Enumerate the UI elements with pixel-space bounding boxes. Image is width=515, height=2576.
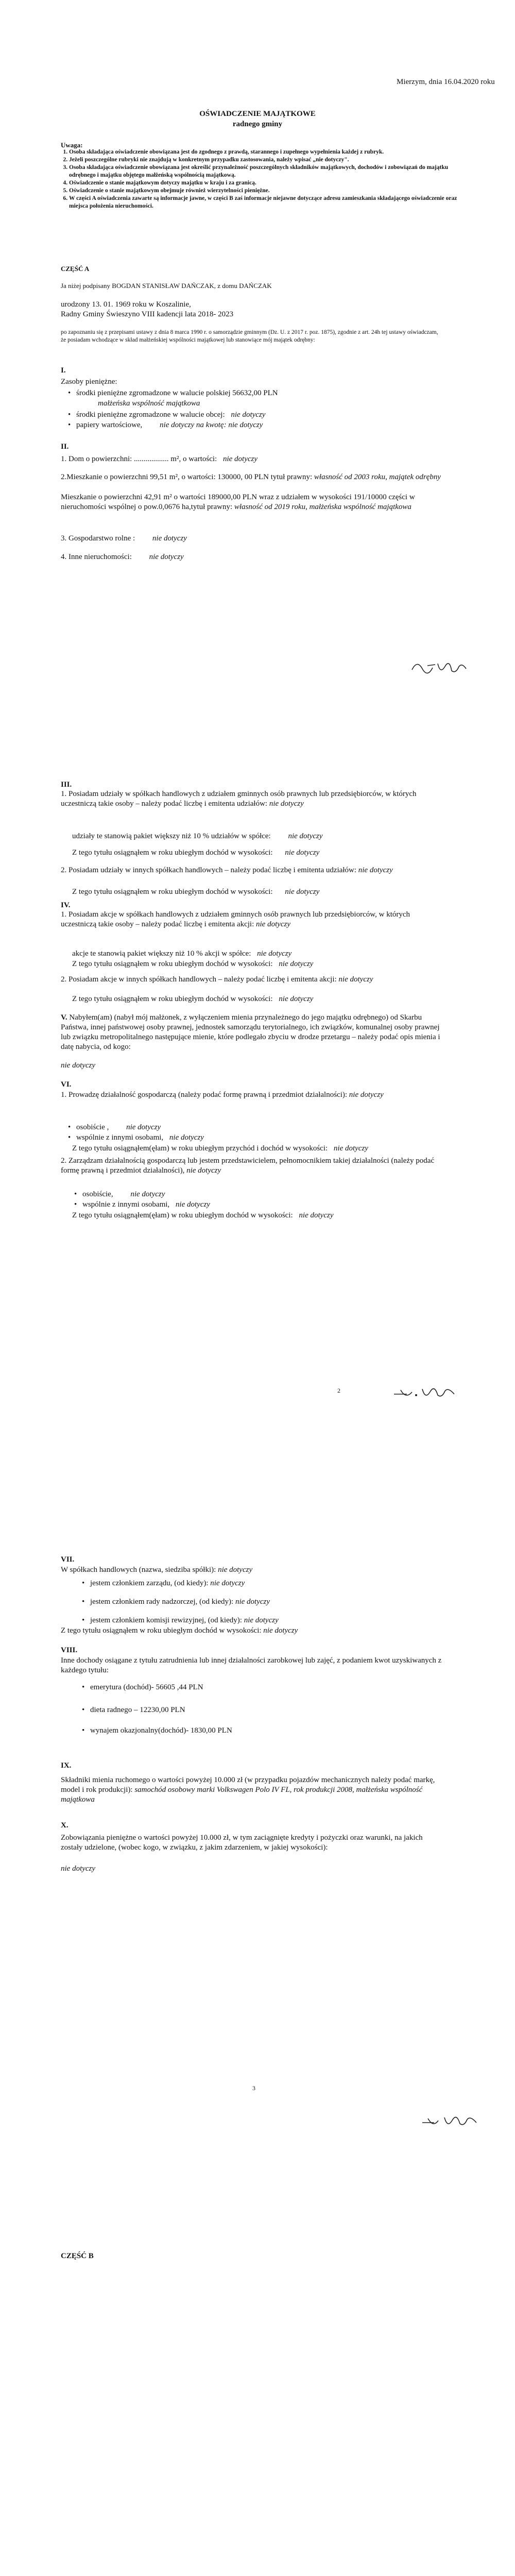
section-v-text: Nabyłem(am) (nabył mój małżonek, z wyłączeniem mienia przynależnego do jego majątku odrębnego) od Skarbu Państwa, innej państwowej osoby prawnej, jednostek samorządu terytorialnego, ich związków, komunalnej osoby prawnej lub związku metropolitalnego następujące mienie, które podlegało zbyciu w drodze przetargu – należy podać opis mienia i datę nabycia, od kogo: bbox=[61, 1013, 440, 1051]
signer-line: Ja niżej podpisany BOGDAN STANISŁAW DAŃCZAK, z domu DAŃCZAK bbox=[61, 282, 272, 290]
iii-pct-label: udziały te stanowią pakiet większy niż 10 % udziałów w spółce: bbox=[72, 832, 271, 840]
ix-text bbox=[61, 1775, 442, 1805]
cash-item bbox=[76, 420, 263, 430]
x-value: nie dotyczy bbox=[61, 1865, 96, 1873]
house-label: 1. Dom o powierzchni: .................. m², o wartości: bbox=[61, 455, 217, 463]
iii-pct-line bbox=[72, 832, 323, 841]
iii-2-income-line bbox=[72, 887, 319, 897]
house-value: nie dotyczy bbox=[222, 455, 258, 463]
iv-2-income-line bbox=[72, 994, 313, 1004]
vi-item-1-value: nie dotyczy bbox=[349, 1091, 384, 1099]
uwagi-list bbox=[61, 148, 460, 210]
vi-item-1-text: Prowadzę działalność gospodarczą (należy podać formę prawną i przedmiot działalności): bbox=[68, 1091, 348, 1099]
other-value: nie dotyczy bbox=[149, 553, 184, 561]
viii-text: Inne dochody osiągane z tytułu zatrudnienia lub innej działalności zarobkowej lub zajęć, z podaniem kwot uzyskiwanych z każdego tytułu: bbox=[61, 1656, 442, 1674]
vii-income-value: nie dotyczy bbox=[263, 1626, 298, 1635]
section-vii-heading: VII. bbox=[61, 1555, 75, 1564]
vii-intro-value: nie dotyczy bbox=[218, 1566, 253, 1574]
vii-item-value: nie dotyczy bbox=[244, 1616, 279, 1624]
vii-item-value: nie dotyczy bbox=[235, 1598, 270, 1606]
cash-label: Zasoby pieniężne: bbox=[61, 378, 117, 386]
vi-1-income-label: Z tego tytułu osiągnąłem(ęłam) w roku ubiegłym przychód i dochód w wysokości: bbox=[72, 1144, 328, 1153]
signature-image bbox=[391, 1379, 464, 1404]
flat-2 bbox=[61, 493, 442, 512]
section-iv-heading: IV. bbox=[61, 901, 71, 909]
vi-2-sub-value: nie dotyczy bbox=[175, 1200, 210, 1209]
section-vi-heading: VI. bbox=[61, 1080, 72, 1089]
iii-income-line bbox=[72, 848, 319, 858]
iii-income-value: nie dotyczy bbox=[285, 849, 320, 857]
iii-item-1-value: nie dotyczy bbox=[269, 800, 304, 808]
iii-2-income-value: nie dotyczy bbox=[285, 888, 320, 896]
iv-item-2-value: nie dotyczy bbox=[338, 975, 373, 984]
page-number: 2 bbox=[337, 1387, 340, 1394]
vi-2-income-value: nie dotyczy bbox=[299, 1211, 334, 1219]
vi-1-sub-label: wspólnie z innymi osobami, bbox=[76, 1133, 164, 1142]
vii-item bbox=[90, 1579, 245, 1588]
page-2 bbox=[0, 728, 515, 1457]
vi-item-2: 2. Zarządzam działalnością gospodarczą lub jestem przedstawicielem, pełnomocnikiem takiej działalności (należy podać formę prawną i przedmiot działalności), nie dotyczy bbox=[61, 1157, 435, 1175]
section-ii-heading: II. bbox=[61, 443, 69, 451]
iv-item-1-text: Posiadam akcje w spółkach handlowych z udziałem gminnych osób prawnych lub przedsiębiorców, w których uczestniczą takie osoby – należy podać liczbę i emitenta akcji: bbox=[61, 910, 410, 928]
vi-1-sub-label: osobiście , bbox=[76, 1123, 109, 1131]
uwaga-item: 4. Oświadczenie o stanie majątkowym dotyczy majątku w kraju i za granicą. bbox=[69, 179, 460, 187]
uwaga-item: 2. Jeżeli poszczególne rubryki nie znajdują w konkretnym przypadku zastosowania, należy wpisać „nie dotyczy". bbox=[69, 156, 460, 164]
vi-1-sub-item bbox=[76, 1133, 204, 1143]
page-1 bbox=[0, 0, 515, 728]
iv-income-label: Z tego tytułu osiągnąłem w roku ubiegłym dochód w wysokości: bbox=[72, 960, 273, 968]
cash-item-note: małżeńska wspólność majątkowa bbox=[98, 399, 200, 408]
vii-income-line bbox=[61, 1626, 298, 1636]
uwaga-label: Uwaga: bbox=[61, 141, 83, 149]
iv-item-2-text: Posiadam akcje w innych spółkach handlowych – należy podać liczbę i emitenta akcji: bbox=[68, 975, 337, 984]
iv-income-line bbox=[72, 959, 313, 969]
farm-line bbox=[61, 534, 187, 544]
vii-item-value: nie dotyczy bbox=[210, 1579, 245, 1587]
vi-1-income-line bbox=[72, 1144, 368, 1154]
document-title: OŚWIADCZENIE MAJĄTKOWE bbox=[199, 110, 316, 118]
flat-1-title: własność od 2003 roku, majątek odrębny bbox=[314, 473, 441, 481]
vii-intro bbox=[61, 1565, 252, 1575]
signature-image bbox=[420, 2107, 482, 2133]
born-line: urodzony 13. 01. 1969 roku w Koszalinie, bbox=[61, 300, 191, 309]
iii-item-2: 2. Posiadam udziały w innych spółkach handlowych – należy podać liczbę i emitenta udziałów: nie dotyczy bbox=[61, 866, 393, 874]
vi-2-sub-label: wspólnie z innymi osobami, bbox=[82, 1200, 170, 1209]
signature-image bbox=[409, 654, 471, 680]
vi-2-sub-value: nie dotyczy bbox=[130, 1190, 165, 1198]
cash-item-value2: nie dotyczy bbox=[228, 421, 263, 429]
part-a-heading: CZĘŚĆ A bbox=[61, 265, 90, 273]
section-iii-heading: III. bbox=[61, 781, 72, 789]
iii-item-1: 1. Posiadam udziały w spółkach handlowych z udziałem gminnych osób prawnych lub przedsiębiorców, w których uczestniczą takie osoby – należy podać liczbę i emitenta udziałów: nie dotyczy bbox=[61, 790, 417, 808]
section-i-heading: I. bbox=[61, 366, 66, 375]
vi-1-sub-value: nie dotyczy bbox=[126, 1123, 161, 1131]
vi-2-sub-item bbox=[82, 1200, 210, 1210]
section-x-heading: X. bbox=[61, 1821, 68, 1829]
vii-intro-label: W spółkach handlowych (nazwa, siedziba spółki): bbox=[61, 1566, 216, 1574]
page-3 bbox=[0, 1457, 515, 2185]
iv-pct-line bbox=[72, 949, 291, 959]
iii-2-income-label: Z tego tytułu osiągnąłem w roku ubiegłym dochód w wysokości: bbox=[72, 888, 273, 896]
iii-income-label: Z tego tytułu osiągnąłem w roku ubiegłym dochód w wysokości: bbox=[72, 849, 273, 857]
other-label: 4. Inne nieruchomości: bbox=[61, 553, 132, 561]
farm-label: 3. Gospodarstwo rolne : bbox=[61, 534, 135, 543]
uwaga-item: 1. Osoba składająca oświadczenie obowiązana jest do zgodnego z prawdą, starannego i zupełnego wypełnienia każdej z rubryk. bbox=[69, 148, 460, 156]
iv-pct-label: akcje te stanowią pakiet większy niż 10 % akcji w spółce: bbox=[72, 950, 251, 958]
section-v-heading: V. bbox=[61, 1013, 67, 1022]
vi-2-income-line bbox=[72, 1211, 333, 1221]
vi-2-income-label: Z tego tytułu osiągnąłem(ęłam) w roku ubiegłym dochód w wysokości: bbox=[72, 1211, 293, 1219]
iv-income-value: nie dotyczy bbox=[279, 960, 314, 968]
x-text: Zobowiązania pieniężne o wartości powyżej 10.000 zł, w tym zaciągnięte kredyty i pożyczki oraz warunki, na jakich zostały udzielone, (wobec kogo, w związku, z jakim zdarzeniem, w jakiej wysokości): bbox=[61, 1834, 423, 1852]
ix-value: samochód osobowy marki Volkswagen Polo IV FL, rok produkcji 2008, małżeńska wspólność majątkowa bbox=[61, 1786, 423, 1804]
iii-item-2-text: Posiadam udziały w innych spółkach handlowych – należy podać liczbę i emitenta udziałów: bbox=[68, 866, 356, 874]
cash-item-value: nie dotyczy na kwotę: bbox=[160, 421, 227, 429]
vi-2-sub-item bbox=[82, 1190, 165, 1199]
cash-item-label: środki pieniężne zgromadzone w walucie obcej: bbox=[76, 411, 225, 419]
cash-item bbox=[76, 410, 265, 420]
vi-item-2-value: nie dotyczy bbox=[186, 1166, 221, 1175]
vi-item-2-text: Zarządzam działalnością gospodarczą lub jestem przedstawicielem, pełnomocnikiem takiej działalności (należy podać formę prawną i przedmiot działalności), bbox=[61, 1157, 435, 1175]
farm-value: nie dotyczy bbox=[152, 534, 187, 543]
other-line bbox=[61, 552, 184, 562]
uwaga-item: 5. Oświadczenie o stanie majątkowym obejmuje również wierzytelności pieniężne. bbox=[69, 187, 460, 195]
legal-text: po zapoznaniu się z przepisami ustawy z dnia 8 marca 1990 r. o samorządzie gminnym (Dz. U. z 2017 r. poz. 1875), zgodnie z art. 24h tej ustawy oświadczam, że posiadam wchodzące w skład małżeńskiej wspólności majątkowej lub stanowiące mój majątek odrębny: bbox=[61, 329, 438, 343]
viii-item: • emerytura (dochód)- 56605 ,44 PLN bbox=[90, 1683, 203, 1692]
section-viii-heading: VIII. bbox=[61, 1646, 78, 1654]
vii-income-label: Z tego tytułu osiągnąłem w roku ubiegłym dochód w wysokości: bbox=[61, 1626, 262, 1635]
vii-item-label: jestem członkiem rady nadzorczej, (od kiedy): bbox=[90, 1598, 234, 1606]
iv-item-1-value: nie dotyczy bbox=[256, 920, 291, 928]
flat-1-label: 2.Mieszkanie o powierzchni 99,51 m², o wartości: 130000, 00 PLN tytuł prawny: bbox=[61, 473, 313, 481]
vii-item-label: jestem członkiem komisji rewizyjnej, (od kiedy): bbox=[90, 1616, 242, 1624]
vi-1-sub-item bbox=[76, 1123, 161, 1132]
section-v-value: nie dotyczy bbox=[61, 1061, 96, 1070]
page-4 bbox=[0, 2185, 515, 2576]
cash-item-label: środki pieniężne zgromadzone w walucie polskiej bbox=[76, 389, 231, 397]
cash-item-value: 56632,00 PLN bbox=[232, 389, 278, 397]
iii-item-2-value: nie dotyczy bbox=[358, 866, 393, 874]
flat-1 bbox=[61, 472, 442, 482]
iv-2-income-value: nie dotyczy bbox=[279, 995, 314, 1003]
vii-item bbox=[90, 1616, 279, 1625]
section-v bbox=[61, 1013, 442, 1052]
cash-item bbox=[76, 388, 278, 398]
section-ix-heading: IX. bbox=[61, 1761, 72, 1770]
house-line bbox=[61, 454, 258, 464]
viii-item: • dieta radnego – 12230,00 PLN bbox=[90, 1705, 185, 1715]
document-subtitle: radnego gminy bbox=[232, 120, 283, 128]
uwaga-item: 3. Osoba składająca oświadczenie obowiązana jest określić przynależność poszczególnych składników majątkowych, dochodów i zobowiązań do majątku odrębnego i majątku objętego małżeńską wspólnością majątkową. bbox=[69, 164, 460, 179]
vii-item bbox=[90, 1597, 270, 1607]
part-b-heading: CZĘŚĆ B bbox=[61, 2252, 94, 2260]
page-number: 3 bbox=[252, 2084, 255, 2092]
iv-2-income-label: Z tego tytułu osiągnąłem w roku ubiegłym dochód w wysokości: bbox=[72, 995, 273, 1003]
cash-item-label: papiery wartościowe, bbox=[76, 421, 143, 429]
iii-item-1-text: Posiadam udziały w spółkach handlowych z udziałem gminnych osób prawnych lub przedsiębiorców, w których uczestniczą takie osoby – należy podać liczbę i emitenta udziałów: bbox=[61, 790, 417, 808]
ix-label: Składniki mienia ruchomego o wartości powyżej 10.000 zł (w przypadku pojazdów mechanicznych należy podać markę, model i rok produkcji): bbox=[61, 1776, 435, 1794]
flat-2-label: Mieszkanie o powierzchni 42,91 m² o wartości 189000,00 PLN wraz z udziałem w wysokości 191/10000 części w nieruchomości wspólnej o pow.0,0676 ha,tytuł prawny: bbox=[61, 493, 415, 511]
viii-item: • wynajem okazjonalny(dochód)- 1830,00 PLN bbox=[90, 1726, 232, 1736]
vii-item-label: jestem członkiem zarządu, (od kiedy): bbox=[90, 1579, 209, 1587]
vi-item-1: 1. Prowadzę działalność gospodarczą (należy podać formę prawną i przedmiot działalności): nie dotyczy bbox=[61, 1091, 384, 1099]
place-date: Mierzym, dnia 16.04.2020 roku bbox=[397, 78, 495, 86]
uwaga-item: 6. W części A oświadczenia zawarte są informacje jawne, w części B zaś informacje niejawne dotyczące adresu zamieszkania składającego oświadczenie oraz miejsca położenia nieruchomości. bbox=[69, 195, 460, 210]
vi-1-sub-value: nie dotyczy bbox=[169, 1133, 204, 1142]
cash-item-value: nie dotyczy bbox=[231, 411, 266, 419]
flat-2-title: własność od 2019 roku, małżeńska wspólność majątkowa bbox=[234, 503, 411, 511]
vi-1-income-value: nie dotyczy bbox=[333, 1144, 368, 1153]
position-line: Radny Gminy Świeszyno VIII kadencji lata 2018- 2023 bbox=[61, 310, 234, 318]
iv-item-2: 2. Posiadam akcje w innych spółkach handlowych – należy podać liczbę i emitenta akcji: nie dotyczy bbox=[61, 975, 373, 984]
vi-2-sub-label: osobiście, bbox=[82, 1190, 113, 1198]
iii-pct-value: nie dotyczy bbox=[288, 832, 323, 840]
iv-item-1: 1. Posiadam akcje w spółkach handlowych z udziałem gminnych osób prawnych lub przedsiębiorców, w których uczestniczą takie osoby – należy podać liczbę i emitenta akcji: nie dotyczy bbox=[61, 910, 410, 928]
iv-pct-value: nie dotyczy bbox=[257, 950, 292, 958]
